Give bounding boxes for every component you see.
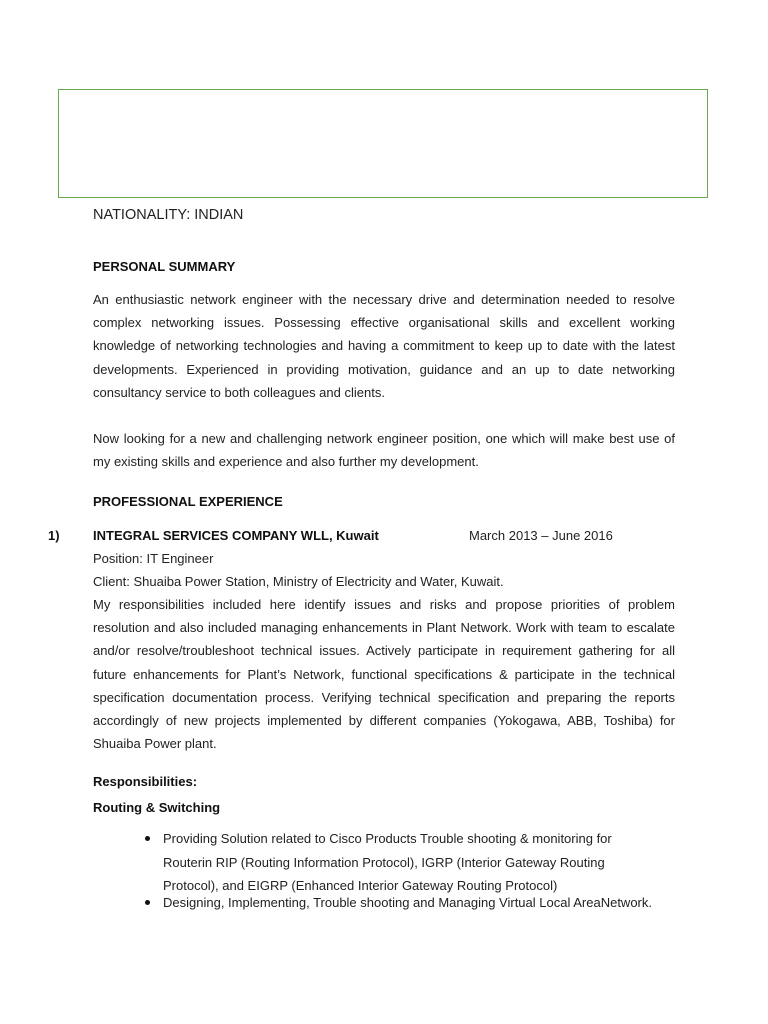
summary-paragraph-1: An enthusiastic network engineer with the necessary drive and determination needed to resolve complex networking issues. Possessing effective organisational skills and excellent working knowledge of networking technologies and having a commitment to keep up to date with the latest developments. Experienced in providing motivation, guidance and an up to date networking consultancy service to both colleagues and clients.	[93, 292, 675, 400]
responsibilities-heading: Responsibilities:	[93, 774, 198, 789]
list-item: Designing, Implementing, Trouble shooting and Managing Virtual Local AreaNetwork.	[163, 895, 652, 910]
summary-paragraph-2: Now looking for a new and challenging network engineer position, one which will make best use of my existing skills and experience and also further my development.	[93, 431, 675, 470]
job-number: 1)	[48, 528, 60, 543]
bullet-icon	[145, 900, 150, 905]
job-position: Position: IT Engineer	[93, 551, 214, 566]
job-client: Client: Shuaiba Power Station, Ministry of Electricity and Water, Kuwait.	[93, 574, 504, 589]
nationality-text: NATIONALITY: INDIAN	[93, 207, 244, 223]
bullet-icon	[145, 836, 150, 841]
job-dates: March 2013 – June 2016	[469, 528, 613, 543]
job-description: My responsibilities included here identify issues and risks and propose priorities of problem resolution and also included managing enhancements in Plant Network. Work with team to escalate and/or resolve/troubleshoot technical issues. Actively participate in requirement gathering for all future enhancements for Plant’s Network, functional specifications & participate in the technical specification documentation process. Verifying technical specification and preparing the reports accordingly of new projects implemented by different companies (Yokogawa, ABB, Toshiba) for Shuaiba Power plant.	[93, 597, 675, 752]
routing-switching-heading: Routing & Switching	[93, 800, 221, 815]
list-item: Providing Solution related to Cisco Products Trouble shooting & monitoring for Routerin RIP (Routing Information Protocol), IGRP (Interior Gateway Routing Protocol), and EIGRP (Enhanced Interior Gateway Routing Protocol)	[163, 831, 612, 893]
personal-summary-heading: PERSONAL SUMMARY	[93, 259, 236, 274]
job-company: INTEGRAL SERVICES COMPANY WLL, Kuwait	[93, 528, 379, 543]
header-box	[58, 89, 708, 198]
professional-experience-heading: PROFESSIONAL EXPERIENCE	[93, 494, 283, 509]
